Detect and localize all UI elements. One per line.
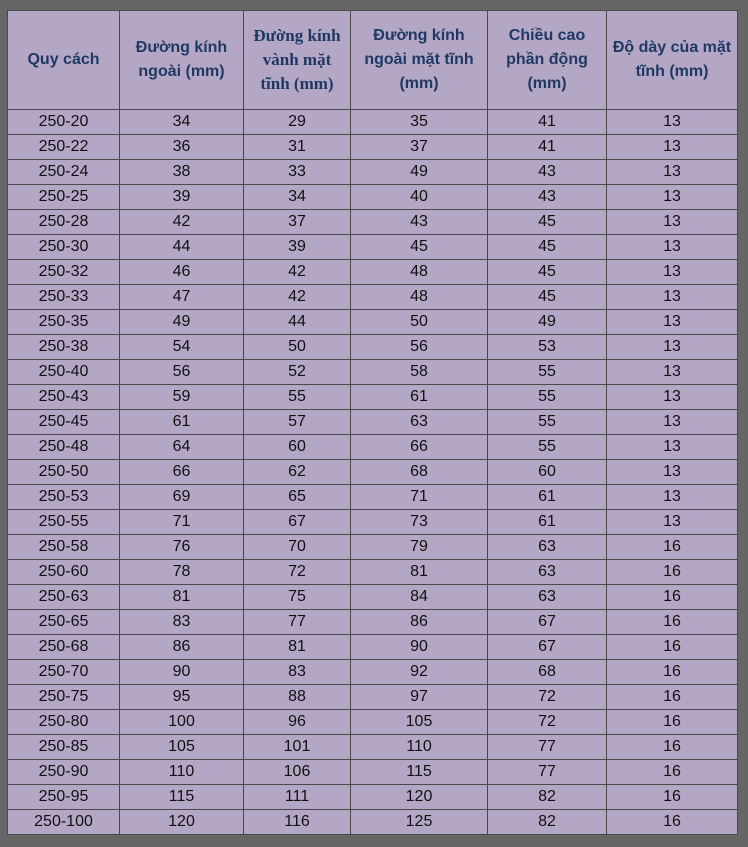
cell-duong-kinh-ngoai: 115	[120, 785, 244, 810]
cell-chieu-cao-phan-dong: 55	[488, 385, 607, 410]
cell-duong-kinh-ngoai: 100	[120, 710, 244, 735]
cell-do-day-mat-tinh: 13	[607, 335, 738, 360]
cell-chieu-cao-phan-dong: 63	[488, 585, 607, 610]
cell-chieu-cao-phan-dong: 60	[488, 460, 607, 485]
cell-duong-kinh-vanh-mat-tinh: 67	[244, 510, 351, 535]
cell-chieu-cao-phan-dong: 82	[488, 810, 607, 835]
header-line: tĩnh (mm)	[260, 74, 334, 93]
cell-duong-kinh-ngoai: 36	[120, 135, 244, 160]
spec-table-body	[8, 110, 738, 835]
cell-duong-kinh-ngoai-mat-tinh: 63	[351, 410, 488, 435]
cell-duong-kinh-ngoai-mat-tinh: 68	[351, 460, 488, 485]
cell-duong-kinh-ngoai: 78	[120, 560, 244, 585]
table-row	[8, 160, 738, 185]
cell-duong-kinh-vanh-mat-tinh: 55	[244, 385, 351, 410]
cell-chieu-cao-phan-dong: 43	[488, 185, 607, 210]
table-row	[8, 535, 738, 560]
cell-duong-kinh-ngoai: 39	[120, 185, 244, 210]
header-chieu-cao-phan-dong	[488, 11, 607, 110]
cell-quy-cach: 250-70	[8, 660, 120, 685]
cell-duong-kinh-ngoai: 86	[120, 635, 244, 660]
cell-chieu-cao-phan-dong: 55	[488, 360, 607, 385]
cell-quy-cach: 250-100	[8, 810, 120, 835]
cell-duong-kinh-vanh-mat-tinh: 70	[244, 535, 351, 560]
cell-duong-kinh-ngoai-mat-tinh: 45	[351, 235, 488, 260]
cell-do-day-mat-tinh: 16	[607, 585, 738, 610]
cell-duong-kinh-vanh-mat-tinh: 88	[244, 685, 351, 710]
cell-do-day-mat-tinh: 16	[607, 535, 738, 560]
cell-duong-kinh-ngoai-mat-tinh: 81	[351, 560, 488, 585]
cell-duong-kinh-ngoai-mat-tinh: 49	[351, 160, 488, 185]
cell-chieu-cao-phan-dong: 61	[488, 510, 607, 535]
header-line: ngoài mặt tĩnh	[364, 51, 474, 68]
cell-quy-cach: 250-20	[8, 110, 120, 135]
table-row	[8, 185, 738, 210]
cell-do-day-mat-tinh: 13	[607, 460, 738, 485]
header-line: Đường kính	[135, 39, 228, 56]
cell-quy-cach: 250-43	[8, 385, 120, 410]
cell-quy-cach: 250-38	[8, 335, 120, 360]
table-row	[8, 335, 738, 360]
cell-do-day-mat-tinh: 13	[607, 160, 738, 185]
table-row	[8, 410, 738, 435]
cell-quy-cach: 250-32	[8, 260, 120, 285]
cell-duong-kinh-ngoai: 64	[120, 435, 244, 460]
cell-duong-kinh-ngoai: 38	[120, 160, 244, 185]
table-row	[8, 435, 738, 460]
cell-do-day-mat-tinh: 16	[607, 610, 738, 635]
cell-chieu-cao-phan-dong: 55	[488, 410, 607, 435]
cell-duong-kinh-vanh-mat-tinh: 57	[244, 410, 351, 435]
cell-duong-kinh-vanh-mat-tinh: 106	[244, 760, 351, 785]
cell-quy-cach: 250-80	[8, 710, 120, 735]
cell-do-day-mat-tinh: 13	[607, 435, 738, 460]
cell-chieu-cao-phan-dong: 49	[488, 310, 607, 335]
cell-duong-kinh-vanh-mat-tinh: 31	[244, 135, 351, 160]
table-row	[8, 735, 738, 760]
table-row	[8, 310, 738, 335]
cell-duong-kinh-ngoai: 120	[120, 810, 244, 835]
cell-duong-kinh-ngoai-mat-tinh: 43	[351, 210, 488, 235]
cell-duong-kinh-ngoai: 47	[120, 285, 244, 310]
cell-duong-kinh-ngoai-mat-tinh: 37	[351, 135, 488, 160]
cell-do-day-mat-tinh: 13	[607, 485, 738, 510]
cell-quy-cach: 250-60	[8, 560, 120, 585]
cell-chieu-cao-phan-dong: 72	[488, 685, 607, 710]
cell-quy-cach: 250-63	[8, 585, 120, 610]
cell-quy-cach: 250-53	[8, 485, 120, 510]
cell-duong-kinh-vanh-mat-tinh: 65	[244, 485, 351, 510]
cell-duong-kinh-vanh-mat-tinh: 116	[244, 810, 351, 835]
cell-do-day-mat-tinh: 16	[607, 760, 738, 785]
cell-duong-kinh-ngoai: 110	[120, 760, 244, 785]
cell-duong-kinh-ngoai-mat-tinh: 40	[351, 185, 488, 210]
cell-duong-kinh-ngoai-mat-tinh: 125	[351, 810, 488, 835]
header-line: Độ dày của mặt	[612, 39, 732, 56]
cell-duong-kinh-ngoai: 71	[120, 510, 244, 535]
cell-duong-kinh-ngoai: 61	[120, 410, 244, 435]
header-line: vành mặt	[262, 50, 332, 69]
cell-do-day-mat-tinh: 13	[607, 510, 738, 535]
cell-duong-kinh-ngoai-mat-tinh: 92	[351, 660, 488, 685]
table-row	[8, 585, 738, 610]
cell-quy-cach: 250-95	[8, 785, 120, 810]
header-line: (mm)	[527, 75, 567, 92]
cell-duong-kinh-ngoai-mat-tinh: 58	[351, 360, 488, 385]
cell-duong-kinh-vanh-mat-tinh: 83	[244, 660, 351, 685]
cell-do-day-mat-tinh: 16	[607, 685, 738, 710]
cell-duong-kinh-ngoai: 76	[120, 535, 244, 560]
table-row	[8, 560, 738, 585]
cell-duong-kinh-vanh-mat-tinh: 75	[244, 585, 351, 610]
table-row	[8, 210, 738, 235]
table-row	[8, 360, 738, 385]
cell-quy-cach: 250-90	[8, 760, 120, 785]
cell-duong-kinh-vanh-mat-tinh: 44	[244, 310, 351, 335]
cell-quy-cach: 250-40	[8, 360, 120, 385]
cell-quy-cach: 250-22	[8, 135, 120, 160]
cell-duong-kinh-ngoai: 95	[120, 685, 244, 710]
cell-duong-kinh-ngoai-mat-tinh: 71	[351, 485, 488, 510]
cell-chieu-cao-phan-dong: 82	[488, 785, 607, 810]
cell-do-day-mat-tinh: 13	[607, 385, 738, 410]
cell-duong-kinh-ngoai: 59	[120, 385, 244, 410]
cell-do-day-mat-tinh: 16	[607, 735, 738, 760]
header-line: phần động	[506, 51, 588, 68]
cell-quy-cach: 250-58	[8, 535, 120, 560]
cell-chieu-cao-phan-dong: 63	[488, 535, 607, 560]
header-quy-cach	[8, 11, 120, 110]
cell-chieu-cao-phan-dong: 63	[488, 560, 607, 585]
cell-duong-kinh-ngoai-mat-tinh: 84	[351, 585, 488, 610]
cell-duong-kinh-ngoai: 56	[120, 360, 244, 385]
cell-duong-kinh-ngoai-mat-tinh: 97	[351, 685, 488, 710]
header-line: Đường kính	[253, 26, 341, 45]
cell-chieu-cao-phan-dong: 77	[488, 760, 607, 785]
cell-chieu-cao-phan-dong: 53	[488, 335, 607, 360]
cell-quy-cach: 250-35	[8, 310, 120, 335]
table-row	[8, 260, 738, 285]
cell-duong-kinh-vanh-mat-tinh: 33	[244, 160, 351, 185]
cell-duong-kinh-ngoai-mat-tinh: 56	[351, 335, 488, 360]
header-row	[8, 11, 738, 110]
table-row	[8, 810, 738, 835]
cell-duong-kinh-ngoai: 49	[120, 310, 244, 335]
cell-duong-kinh-vanh-mat-tinh: 81	[244, 635, 351, 660]
table-row	[8, 235, 738, 260]
cell-duong-kinh-ngoai: 66	[120, 460, 244, 485]
table-row	[8, 685, 738, 710]
cell-do-day-mat-tinh: 13	[607, 135, 738, 160]
cell-do-day-mat-tinh: 16	[607, 710, 738, 735]
cell-duong-kinh-ngoai-mat-tinh: 110	[351, 735, 488, 760]
table-row	[8, 635, 738, 660]
header-line: Chiều cao	[508, 27, 586, 44]
cell-duong-kinh-ngoai: 105	[120, 735, 244, 760]
cell-chieu-cao-phan-dong: 41	[488, 135, 607, 160]
header-do-day-mat-tinh	[607, 11, 738, 110]
cell-duong-kinh-vanh-mat-tinh: 50	[244, 335, 351, 360]
cell-duong-kinh-ngoai-mat-tinh: 48	[351, 285, 488, 310]
cell-duong-kinh-vanh-mat-tinh: 42	[244, 285, 351, 310]
cell-duong-kinh-vanh-mat-tinh: 62	[244, 460, 351, 485]
header-duong-kinh-ngoai-mat-tinh	[351, 11, 488, 110]
header-line: Đường kính	[373, 27, 465, 44]
cell-duong-kinh-ngoai: 42	[120, 210, 244, 235]
cell-chieu-cao-phan-dong: 72	[488, 710, 607, 735]
cell-quy-cach: 250-85	[8, 735, 120, 760]
cell-duong-kinh-ngoai-mat-tinh: 86	[351, 610, 488, 635]
header-line: Quy cách	[27, 51, 100, 68]
header-duong-kinh-vanh-mat-tinh	[244, 11, 351, 110]
cell-duong-kinh-ngoai-mat-tinh: 35	[351, 110, 488, 135]
cell-quy-cach: 250-55	[8, 510, 120, 535]
cell-duong-kinh-vanh-mat-tinh: 72	[244, 560, 351, 585]
cell-do-day-mat-tinh: 16	[607, 660, 738, 685]
cell-duong-kinh-ngoai-mat-tinh: 90	[351, 635, 488, 660]
header-line: (mm)	[399, 75, 439, 92]
cell-chieu-cao-phan-dong: 67	[488, 635, 607, 660]
cell-duong-kinh-vanh-mat-tinh: 42	[244, 260, 351, 285]
table-row	[8, 660, 738, 685]
cell-duong-kinh-ngoai: 90	[120, 660, 244, 685]
cell-chieu-cao-phan-dong: 61	[488, 485, 607, 510]
cell-quy-cach: 250-65	[8, 610, 120, 635]
cell-do-day-mat-tinh: 16	[607, 810, 738, 835]
cell-duong-kinh-ngoai: 46	[120, 260, 244, 285]
cell-do-day-mat-tinh: 13	[607, 210, 738, 235]
cell-duong-kinh-ngoai-mat-tinh: 48	[351, 260, 488, 285]
cell-duong-kinh-ngoai-mat-tinh: 120	[351, 785, 488, 810]
cell-chieu-cao-phan-dong: 41	[488, 110, 607, 135]
cell-chieu-cao-phan-dong: 45	[488, 260, 607, 285]
cell-quy-cach: 250-48	[8, 435, 120, 460]
table-row	[8, 485, 738, 510]
cell-quy-cach: 250-50	[8, 460, 120, 485]
cell-duong-kinh-vanh-mat-tinh: 77	[244, 610, 351, 635]
table-row	[8, 710, 738, 735]
cell-duong-kinh-vanh-mat-tinh: 111	[244, 785, 351, 810]
cell-chieu-cao-phan-dong: 45	[488, 235, 607, 260]
cell-duong-kinh-ngoai: 81	[120, 585, 244, 610]
cell-quy-cach: 250-33	[8, 285, 120, 310]
cell-duong-kinh-vanh-mat-tinh: 96	[244, 710, 351, 735]
cell-do-day-mat-tinh: 13	[607, 285, 738, 310]
cell-quy-cach: 250-28	[8, 210, 120, 235]
cell-do-day-mat-tinh: 13	[607, 410, 738, 435]
cell-duong-kinh-ngoai-mat-tinh: 79	[351, 535, 488, 560]
cell-quy-cach: 250-25	[8, 185, 120, 210]
cell-quy-cach: 250-24	[8, 160, 120, 185]
cell-chieu-cao-phan-dong: 67	[488, 610, 607, 635]
table-row	[8, 610, 738, 635]
cell-chieu-cao-phan-dong: 45	[488, 285, 607, 310]
cell-duong-kinh-ngoai: 83	[120, 610, 244, 635]
cell-duong-kinh-vanh-mat-tinh: 52	[244, 360, 351, 385]
cell-duong-kinh-ngoai-mat-tinh: 66	[351, 435, 488, 460]
cell-duong-kinh-ngoai-mat-tinh: 50	[351, 310, 488, 335]
table-row	[8, 110, 738, 135]
cell-do-day-mat-tinh: 16	[607, 560, 738, 585]
cell-do-day-mat-tinh: 13	[607, 185, 738, 210]
cell-duong-kinh-ngoai: 69	[120, 485, 244, 510]
cell-duong-kinh-vanh-mat-tinh: 39	[244, 235, 351, 260]
header-line: ngoài (mm)	[138, 63, 225, 80]
cell-chieu-cao-phan-dong: 77	[488, 735, 607, 760]
header-line: tĩnh (mm)	[635, 63, 709, 80]
cell-duong-kinh-ngoai: 44	[120, 235, 244, 260]
cell-duong-kinh-vanh-mat-tinh: 37	[244, 210, 351, 235]
table-row	[8, 135, 738, 160]
cell-quy-cach: 250-30	[8, 235, 120, 260]
cell-duong-kinh-ngoai: 54	[120, 335, 244, 360]
cell-chieu-cao-phan-dong: 68	[488, 660, 607, 685]
table-row	[8, 510, 738, 535]
cell-duong-kinh-ngoai-mat-tinh: 105	[351, 710, 488, 735]
cell-do-day-mat-tinh: 13	[607, 110, 738, 135]
cell-do-day-mat-tinh: 13	[607, 360, 738, 385]
cell-do-day-mat-tinh: 13	[607, 310, 738, 335]
cell-duong-kinh-vanh-mat-tinh: 34	[244, 185, 351, 210]
cell-chieu-cao-phan-dong: 43	[488, 160, 607, 185]
table-row	[8, 385, 738, 410]
cell-chieu-cao-phan-dong: 45	[488, 210, 607, 235]
cell-duong-kinh-vanh-mat-tinh: 29	[244, 110, 351, 135]
cell-quy-cach: 250-75	[8, 685, 120, 710]
spec-table	[7, 10, 738, 835]
spec-table-header	[8, 11, 738, 110]
header-duong-kinh-ngoai	[120, 11, 244, 110]
cell-do-day-mat-tinh: 16	[607, 635, 738, 660]
cell-duong-kinh-ngoai-mat-tinh: 115	[351, 760, 488, 785]
cell-do-day-mat-tinh: 16	[607, 785, 738, 810]
cell-duong-kinh-ngoai: 34	[120, 110, 244, 135]
cell-do-day-mat-tinh: 13	[607, 260, 738, 285]
table-row	[8, 785, 738, 810]
cell-duong-kinh-vanh-mat-tinh: 60	[244, 435, 351, 460]
table-row	[8, 285, 738, 310]
cell-duong-kinh-ngoai-mat-tinh: 73	[351, 510, 488, 535]
table-row	[8, 760, 738, 785]
cell-duong-kinh-vanh-mat-tinh: 101	[244, 735, 351, 760]
cell-quy-cach: 250-68	[8, 635, 120, 660]
table-row	[8, 460, 738, 485]
cell-do-day-mat-tinh: 13	[607, 235, 738, 260]
cell-quy-cach: 250-45	[8, 410, 120, 435]
cell-chieu-cao-phan-dong: 55	[488, 435, 607, 460]
cell-duong-kinh-ngoai-mat-tinh: 61	[351, 385, 488, 410]
